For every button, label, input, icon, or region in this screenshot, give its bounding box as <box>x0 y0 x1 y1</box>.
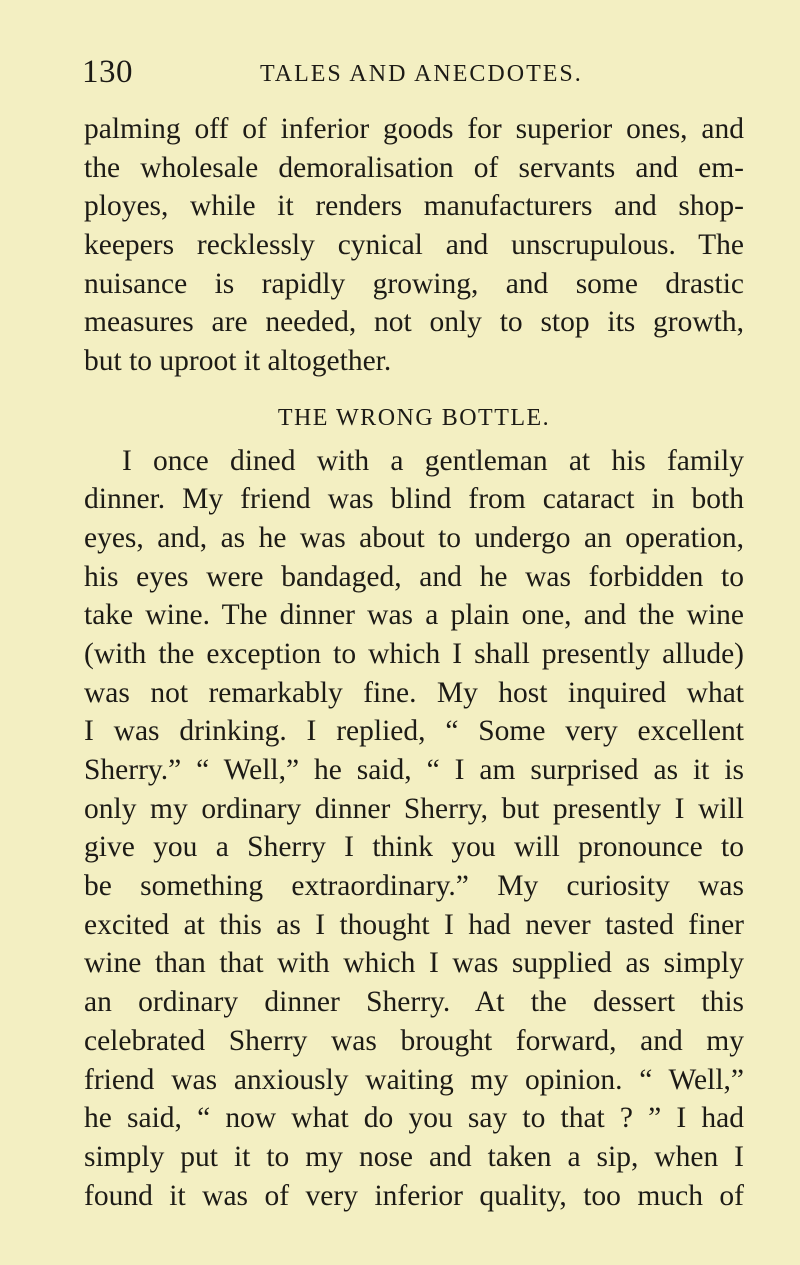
text-line: palming off of inferior goods for superior ones, and <box>84 113 744 145</box>
text-line: eyes, and, as he was about to undergo an operation, <box>84 521 744 554</box>
text-line: dinner. My friend was blind from cataract in both <box>84 483 744 516</box>
paragraph-2 <box>84 442 744 1216</box>
text-line: the wholesale demoralisation of servants and em- <box>84 151 744 184</box>
text-line: simply put it to my nose and taken a sip, when I <box>84 1140 744 1173</box>
text-line: was not remarkably fine. My host inquired what <box>84 676 744 709</box>
text-line: only my ordinary dinner Sherry, but presently I will <box>84 792 744 825</box>
text-line: an ordinary dinner Sherry. At the dessert this <box>84 986 744 1019</box>
text-line: give you a Sherry I think you will pronounce to <box>84 831 744 864</box>
body-text <box>84 110 744 1215</box>
text-line: keepers recklessly cynical and unscrupulous. The <box>84 229 744 262</box>
text-line: be something extraordinary.” My curiosity was <box>84 870 744 903</box>
text-line: he said, “ now what do you say to that ? ” I had <box>84 1102 744 1135</box>
text-line: excited at this as I thought I had never tasted finer <box>84 908 744 941</box>
text-line: nuisance is rapidly growing, and some drastic <box>84 267 744 300</box>
running-head: TALES AND ANECDOTES. <box>260 61 583 87</box>
text-line: I once dined with a gentleman at his family <box>122 444 744 477</box>
text-line: but to uproot it altogether. <box>84 345 392 378</box>
text-line: I was drinking. I replied, “ Some very excellent <box>84 715 744 748</box>
page-number: 130 <box>82 54 133 90</box>
text-line: found it was of very inferior quality, too much of <box>84 1179 744 1212</box>
text-line: his eyes were bandaged, and he was forbidden to <box>84 560 744 593</box>
section-heading: THE WRONG BOTTLE. <box>277 404 551 431</box>
page-header <box>82 52 742 92</box>
text-line: friend was anxiously waiting my opinion. “ Well,” <box>84 1063 744 1096</box>
text-line: Sherry.” “ Well,” he said, “ I am surprised as it is <box>84 754 744 786</box>
text-line: wine than that with which I was supplied as simply <box>84 947 744 980</box>
text-line: (with the exception to which I shall presently allude) <box>84 637 744 670</box>
text-line: take wine. The dinner was a plain one, and the wine <box>84 599 744 632</box>
paragraph-1 <box>84 110 744 381</box>
text-line: ployes, while it renders manufacturers and shop- <box>84 190 744 223</box>
text-line: celebrated Sherry was brought forward, and my <box>84 1024 744 1057</box>
text-line: measures are needed, not only to stop its growth, <box>84 306 744 339</box>
